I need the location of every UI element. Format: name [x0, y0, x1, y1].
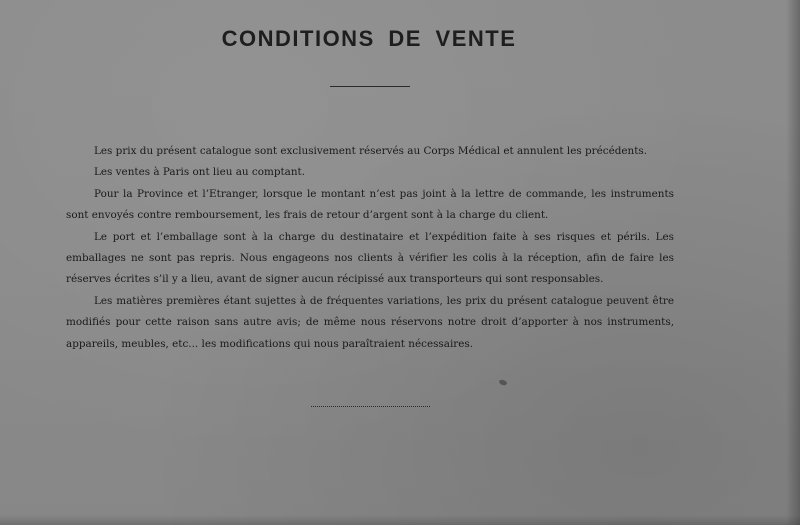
- title-divider: [330, 86, 410, 87]
- bottom-divider: [311, 406, 430, 407]
- page-bottom-shadow: [0, 515, 800, 525]
- conditions-body: [66, 141, 674, 355]
- page-edge-shadow: [786, 0, 800, 525]
- paragraph-paris-sales: Les ventes à Paris ont lieu au comptant.: [94, 166, 306, 179]
- paragraph-price-variations: Les matières premières étant sujettes à de fréquentes variations, les prix du présent catalogue peuvent être modifiés pour cette raison sans autre avis; de même nous réservons notre droit d’apporter à nos instruments, appareils, meubles, etc... les modifications qui nous paraîtraient nécessaires.: [66, 294, 674, 350]
- page-title: CONDITIONS DE VENTE: [221, 26, 517, 51]
- paper-blemish: [498, 379, 507, 386]
- paragraph-province-foreign: Pour la Province et l’Etranger, lorsque le montant n’est pas joint à la lettre de commande, les instruments sont envoyés contre remboursement, les frais de retour d’argent sont à la charge du client.: [66, 187, 674, 222]
- paragraph-pricing: Les prix du présent catalogue sont exclusivement réservés au Corps Médical et annulent les précédents.: [94, 145, 648, 157]
- paragraph-shipping: Le port et l’emballage sont à la charge du destinataire et l’expédition faite à ses risques et périls. Les emballages ne sont pas repris. Nous engageons nos clients à vérifier les colis à la réception, afin de faire les réserves écrites s’il y a lieu, avant de signer aucun récipissé aux transporteurs qui sont responsables.: [66, 230, 674, 286]
